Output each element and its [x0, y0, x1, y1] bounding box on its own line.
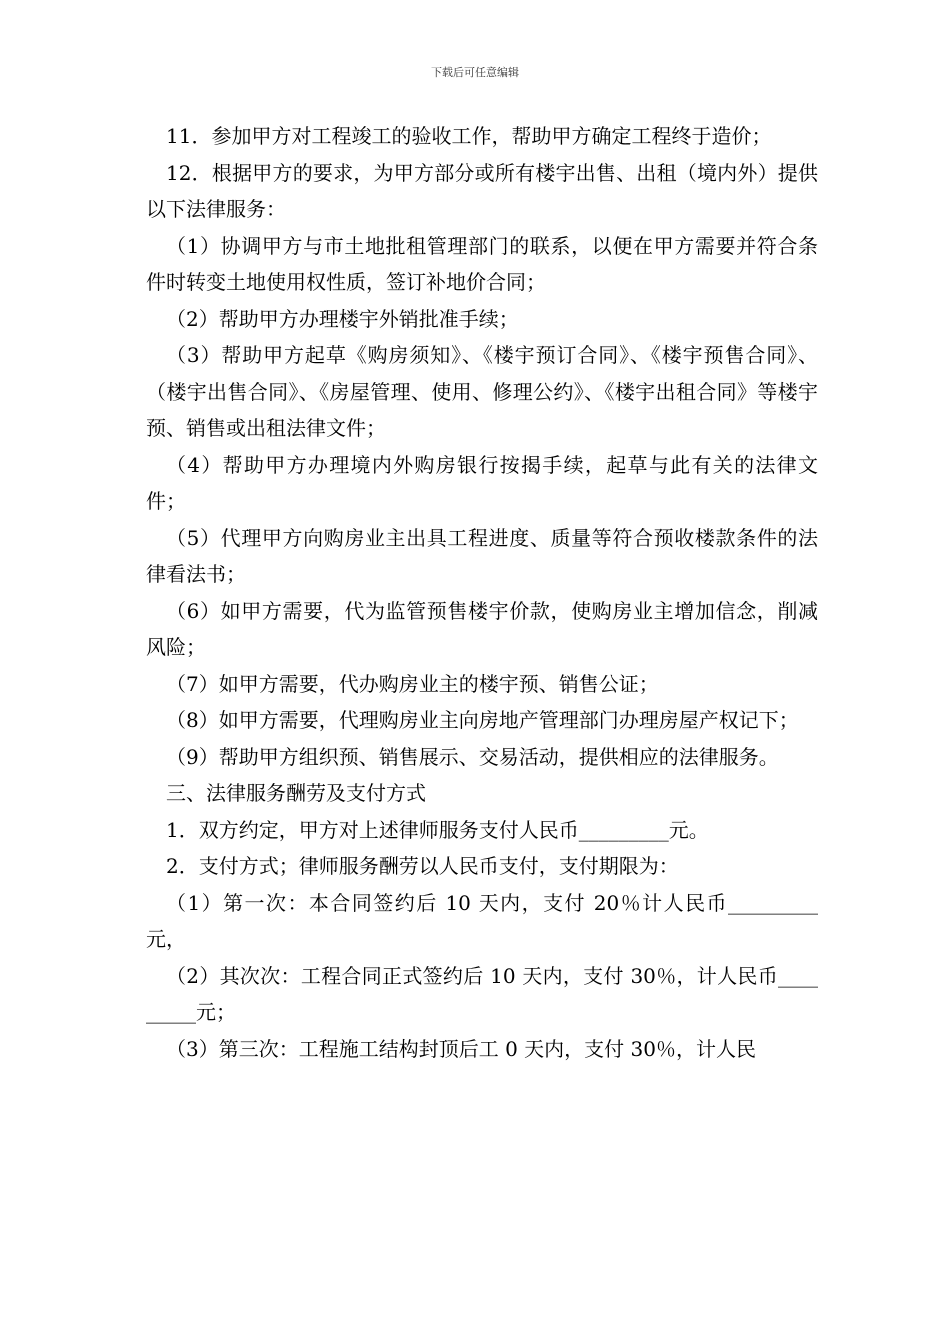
page-header-note: 下载后可任意编辑: [431, 66, 519, 79]
fee-clause-1: 1．双方约定，甲方对上述律师服务支付人民币_________元。: [166, 817, 709, 842]
clause-11-acceptance: 11．参加甲方对工程竣工的验收工作，帮助甲方确定工程终于造价；: [166, 124, 772, 148]
item-8-title-registration: （8）如甲方需要，代理购房业主向房地产管理部门办理房屋产权记下；: [166, 708, 799, 732]
item-2-export-approval: （2）帮助甲方办理楼宇外销批准手续；: [166, 306, 519, 331]
item-7-notarization: （7）如甲方需要，代办购房业主的楼宇预、销售公证；: [166, 671, 659, 696]
section-3-heading: 三、法律服务酬劳及支付方式: [166, 781, 426, 805]
clause-12-sales-services: 12．根据甲方的要求，为甲方部分或所有楼宇出售、出租（境内外）提供以下法律服务：: [146, 160, 818, 221]
item-5-legal-opinion: （5）代理甲方向购房业主出具工程进度、质量等符合预收楼款条件的法律看法书；: [146, 525, 818, 586]
payment-second: （2）其次次：工程合同正式签约后 10 天内，支付 30％，计人民币_________元；: [146, 963, 818, 1024]
document-body: [146, 118, 818, 1067]
item-3-drafting-contracts: （3）帮助甲方起草《购房须知》、《楼宇预订合同》、《楼宇预售合同》、（楼宇出售合同》、《房屋管理、使用、修理公约》、《楼宇出租合同》等楼宇预、销售或出租法律文件；: [146, 343, 818, 440]
item-1-land-coordination: （1）协调甲方与市土地批租管理部门的联系，以便在甲方需要并符合条件时转变土地使用权性质，签订补地价合同；: [146, 233, 818, 294]
payment-first: （1）第一次：本合同签约后 10 天内，支付 20％计人民币_________元，: [146, 890, 818, 951]
payment-third: （3）第三次：工程施工结构封顶后工 0 天内，支付 30％，计人民: [166, 1036, 756, 1061]
item-6-escrow: （6）如甲方需要，代为监管预售楼宇价款，使购房业主增加信念，削减风险；: [146, 598, 818, 659]
fee-clause-2: 2．支付方式；律师服务酬劳以人民币支付，支付期限为：: [166, 854, 679, 878]
item-4-mortgage: （4）帮助甲方办理境内外购房银行按揭手续，起草与此有关的法律文件；: [146, 452, 818, 513]
item-9-exhibition: （9）帮助甲方组织预、销售展示、交易活动，提供相应的法律服务。: [166, 744, 779, 769]
